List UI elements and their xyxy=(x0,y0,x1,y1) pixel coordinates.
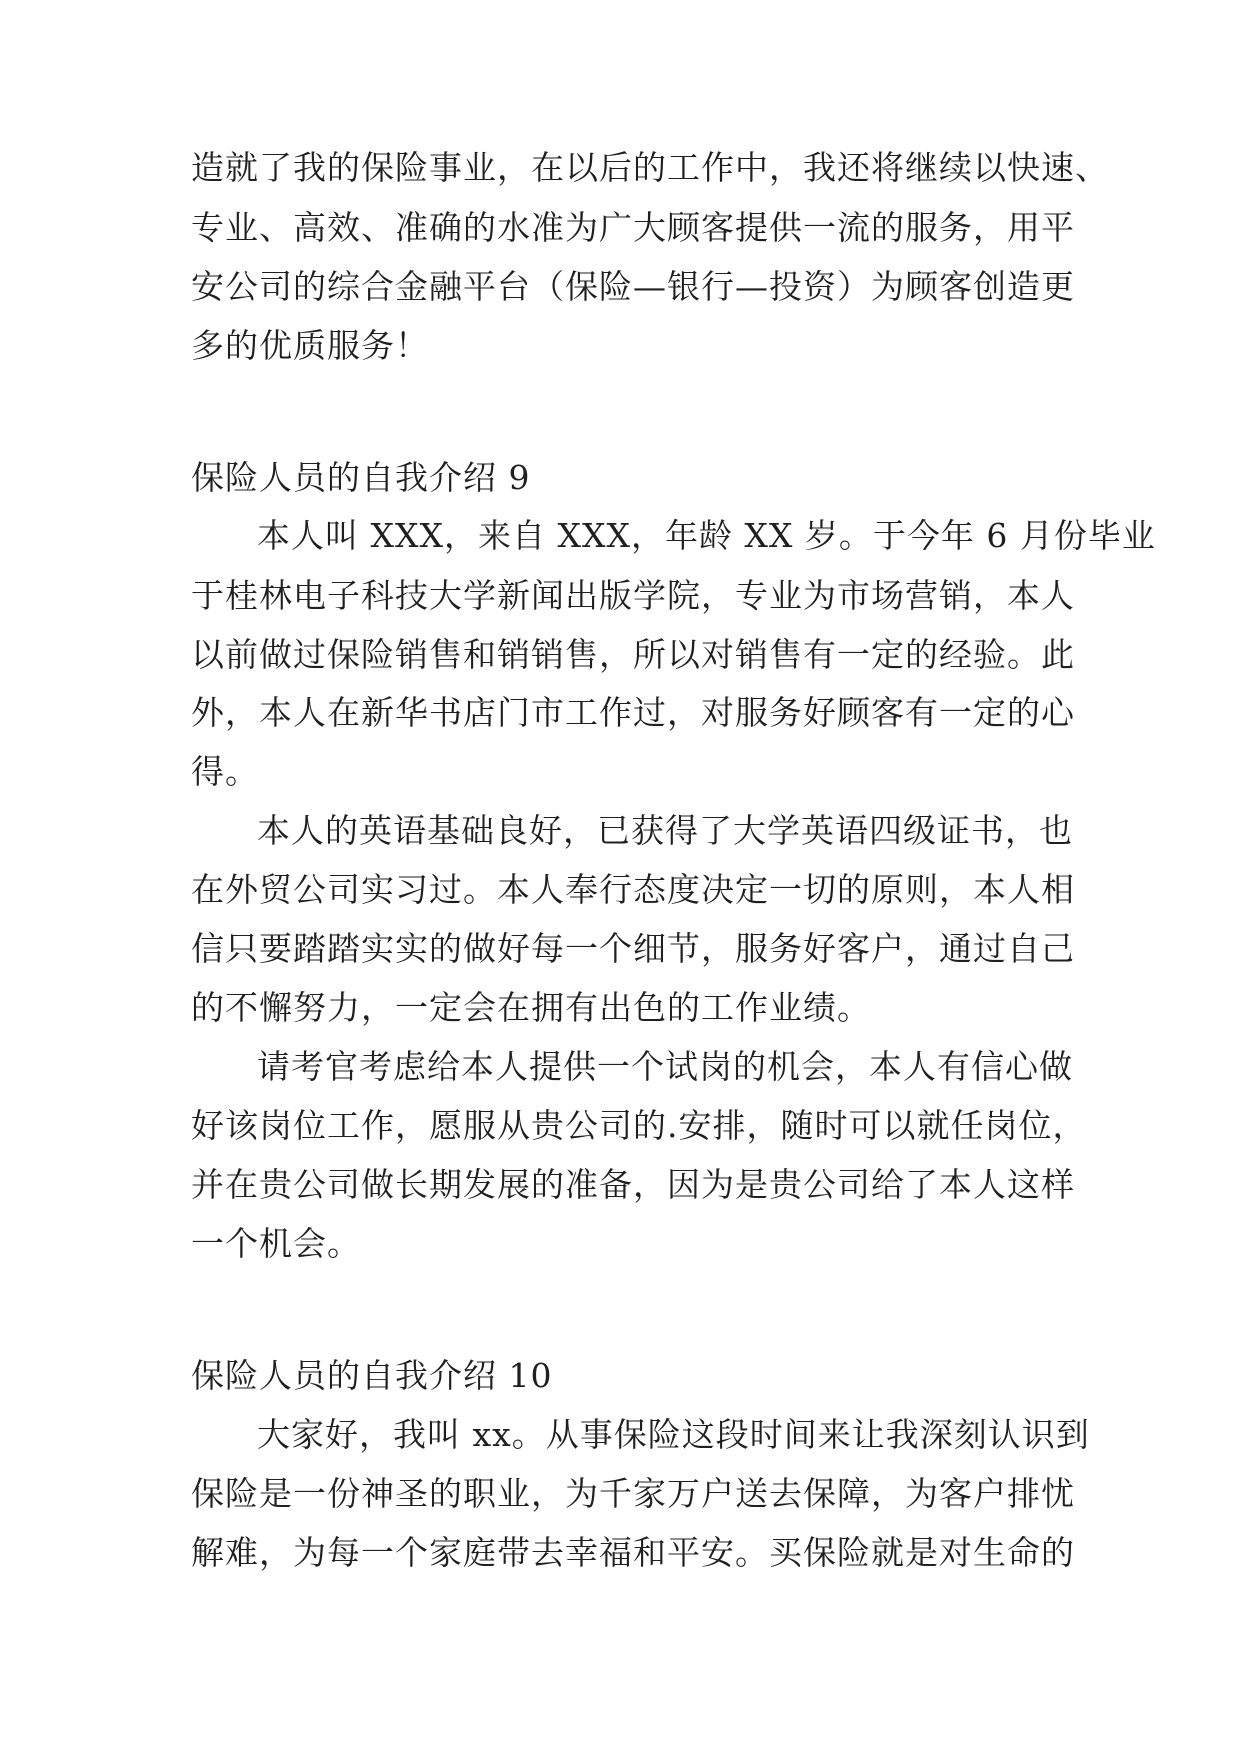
text-line: 在外贸公司实习过。本人奉行态度决定一切的原则，本人相 xyxy=(191,870,1075,909)
text-line: 外，本人在新华书店门市工作过，对服务好顾客有一定的心 xyxy=(191,693,1075,732)
section-heading: 保险人员的自我介绍 9 xyxy=(191,458,531,497)
text-line: 本人的英语基础良好，已获得了大学英语四级证书，也 xyxy=(257,811,1073,850)
text-line: 专业、高效、准确的水准为广大顾客提供一流的服务，用平 xyxy=(191,208,1075,247)
text-line: 本人叫 XXX，来自 XXX，年龄 XX 岁。于今年 6 月份毕业 xyxy=(257,516,1156,555)
text-line: 以前做过保险销售和销销售，所以对销售有一定的经验。此 xyxy=(191,635,1075,674)
text-line: 多的优质服务！ xyxy=(191,326,429,365)
text-line: 于桂林电子科技大学新闻出版学院，专业为市场营销，本人 xyxy=(191,576,1075,615)
text-line: 一个机会。 xyxy=(191,1224,361,1263)
text-line: 得。 xyxy=(191,752,259,791)
text-line: 造就了我的保险事业，在以后的工作中，我还将继续以快速、 xyxy=(191,148,1109,187)
text-line: 解难，为每一个家庭带去幸福和平安。买保险就是对生命的 xyxy=(191,1533,1075,1572)
text-line: 的不懈努力，一定会在拥有出色的工作业绩。 xyxy=(191,988,871,1027)
text-line: 大家好，我叫 xx。从事保险这段时间来让我深刻认识到 xyxy=(257,1415,1090,1454)
text-line: 信只要踏踏实实的做好每一个细节，服务好客户，通过自己 xyxy=(191,929,1075,968)
section-heading: 保险人员的自我介绍 10 xyxy=(191,1356,553,1395)
text-line: 并在贵公司做长期发展的准备，因为是贵公司给了本人这样 xyxy=(191,1165,1075,1204)
text-line: 好该岗位工作，愿服从贵公司的.安排，随时可以就任岗位， xyxy=(191,1106,1087,1145)
text-line: 安公司的综合金融平台（保险—银行—投资）为顾客创造更 xyxy=(191,267,1075,306)
text-line: 保险是一份神圣的职业，为千家万户送去保障，为客户排忧 xyxy=(191,1474,1075,1513)
text-line: 请考官考虑给本人提供一个试岗的机会，本人有信心做 xyxy=(257,1047,1073,1086)
